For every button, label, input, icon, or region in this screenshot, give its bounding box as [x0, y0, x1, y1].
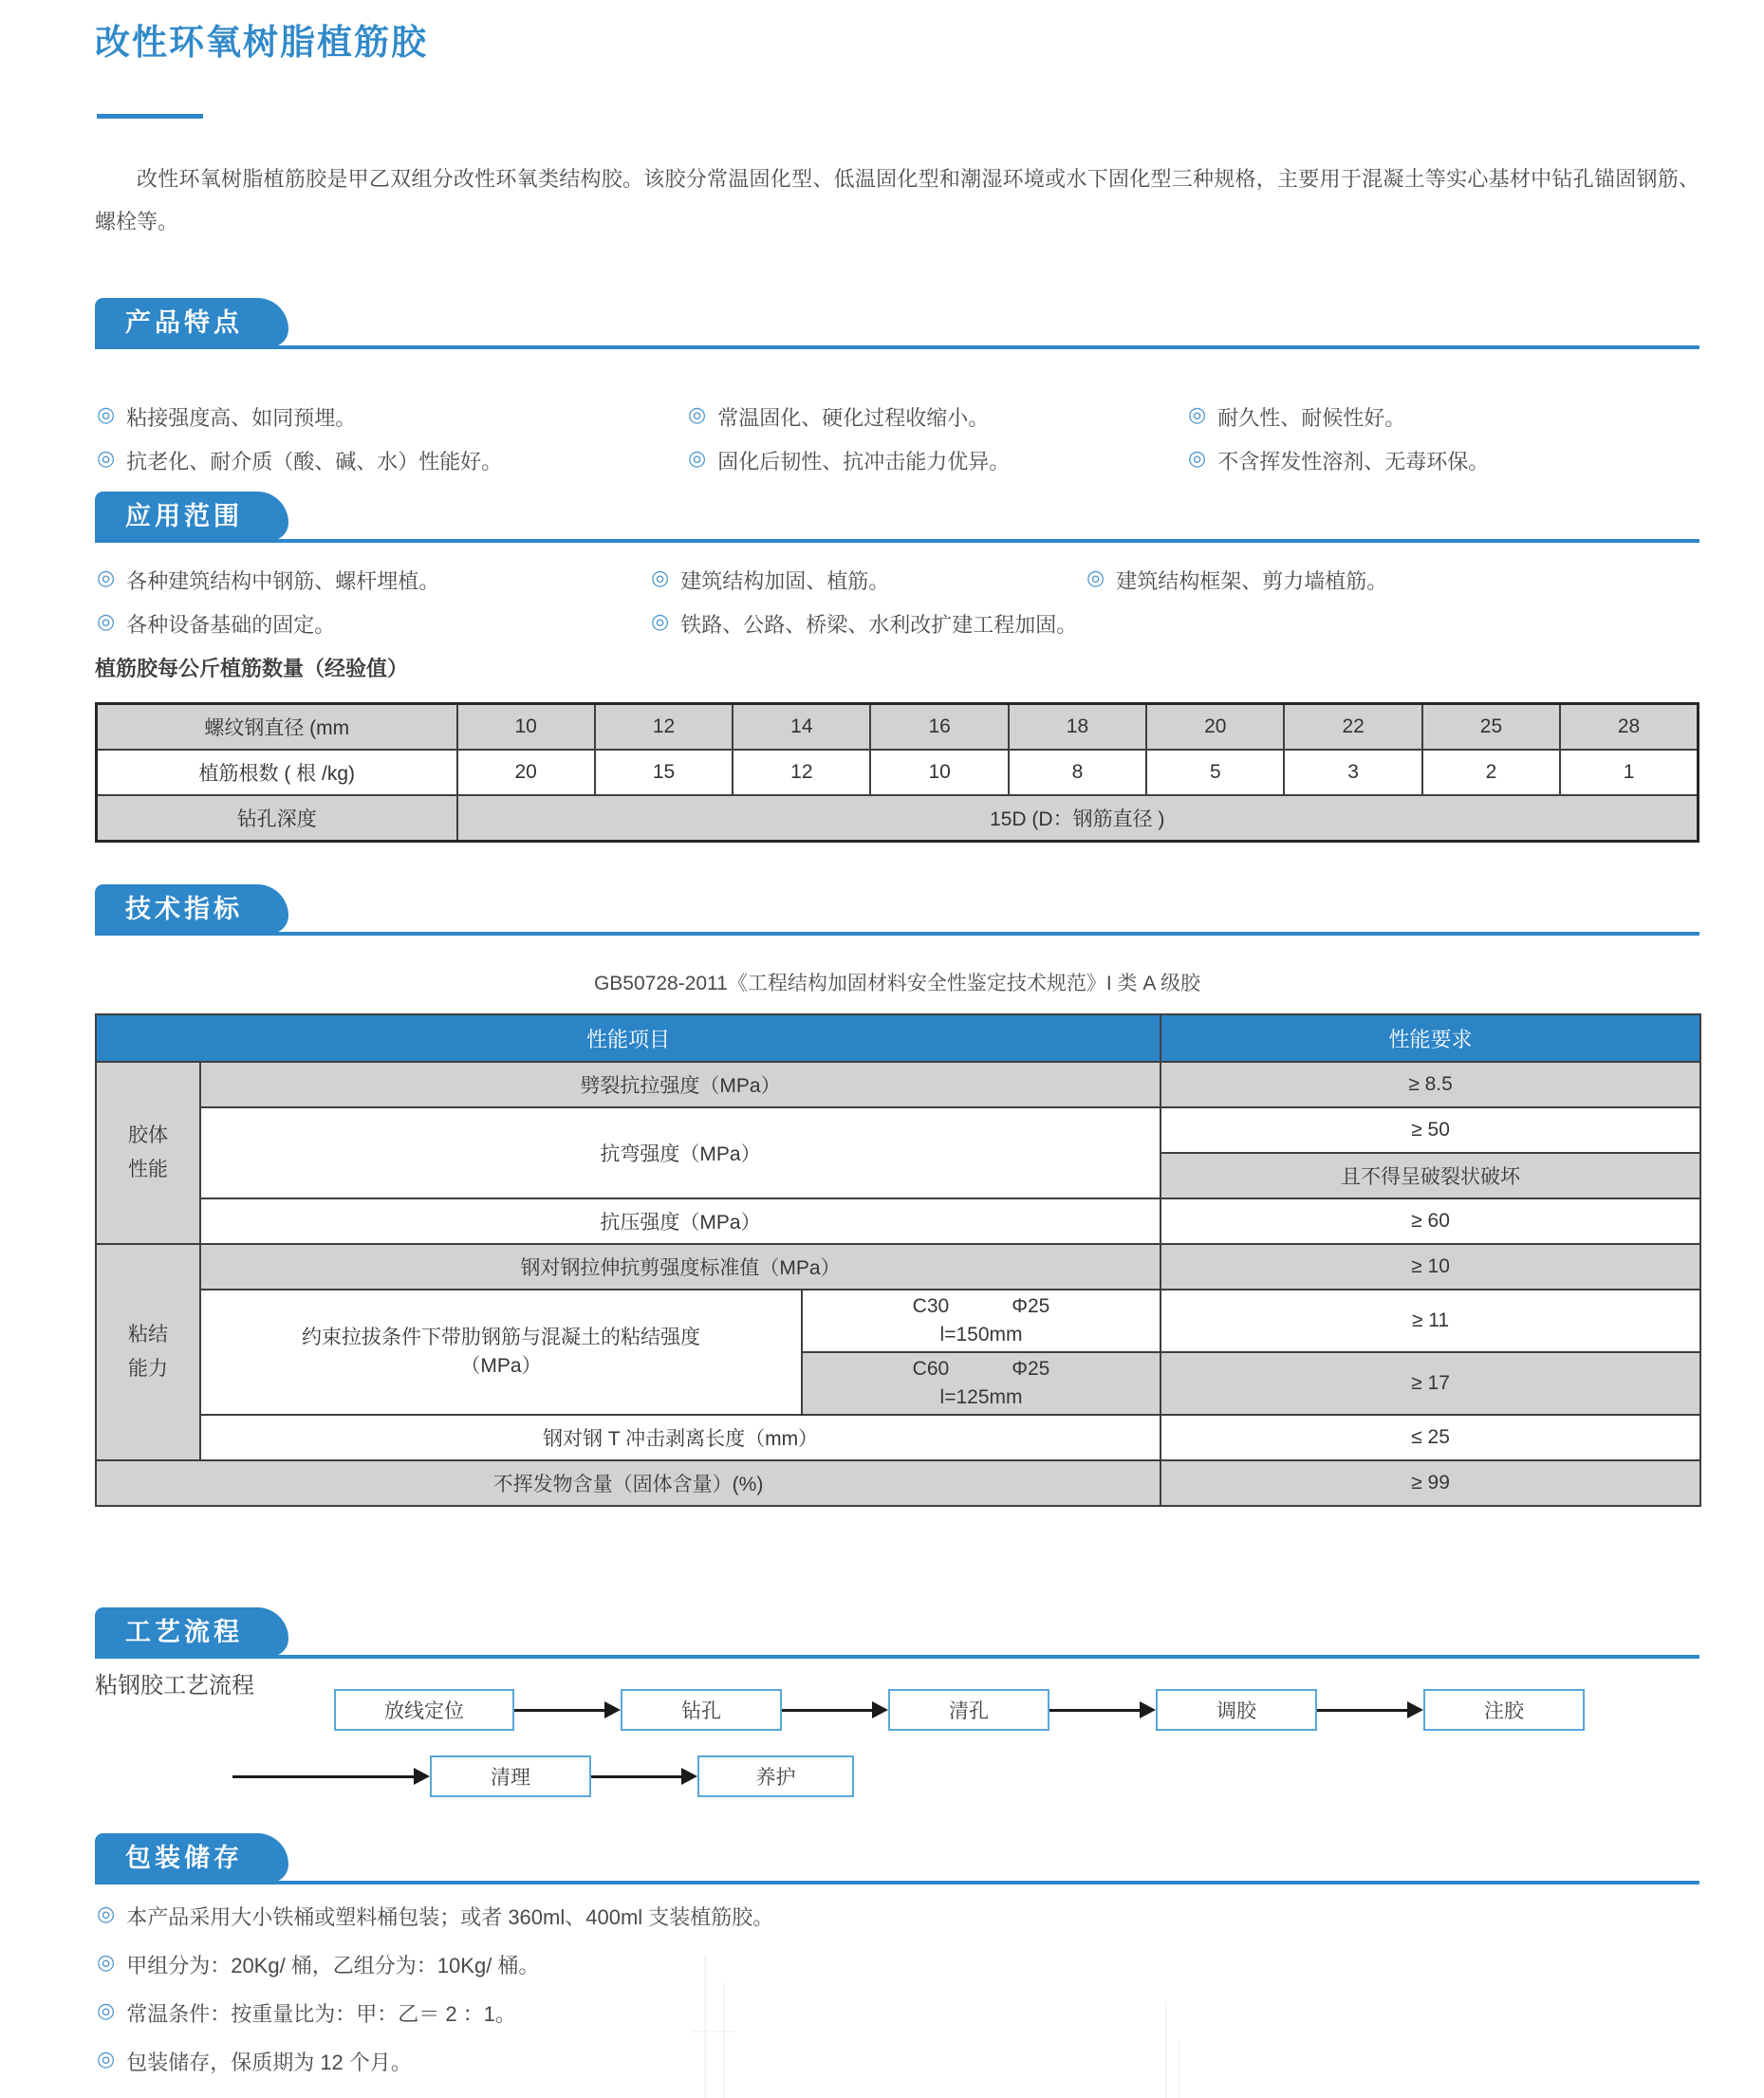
tech-table: [95, 1013, 1701, 1507]
tech-badge: 技术指标: [95, 884, 288, 934]
flow-step: 注胶: [1423, 1689, 1585, 1731]
condition-cell: [802, 1290, 1161, 1352]
arrow-right-icon: [1049, 1701, 1156, 1718]
table-row: [96, 1107, 1700, 1153]
process-flow-row1: [334, 1687, 1585, 1733]
arrow-right-icon: [591, 1768, 697, 1785]
table-header-row: [96, 1014, 1700, 1062]
list-item: [688, 402, 1188, 432]
property-cell: 钢对钢拉伸抗剪强度标准值（MPa）: [200, 1244, 1161, 1290]
property-line: （MPa）: [460, 1355, 542, 1377]
cell: 20: [1146, 704, 1284, 751]
application-text: 建筑结构框架、剪力墙植筋。: [1116, 569, 1388, 593]
bullet-icon: ◎: [97, 2047, 116, 2070]
row-header: 植筋根数 ( 根 /kg): [97, 750, 457, 795]
requirement-cell: ≥ 11: [1161, 1290, 1700, 1352]
list-item: [651, 566, 1086, 595]
bullet-icon: ◎: [97, 1902, 116, 1925]
dosage-table-title: 植筋胶每公斤植筋数量（经验值）: [95, 657, 409, 680]
cell: 1: [1560, 750, 1698, 795]
property-cell: 不挥发物含量（固体含量）(%): [96, 1460, 1161, 1506]
process-flow-row2: [232, 1754, 854, 1799]
packaging-text: 甲组分为：20Kg/ 桶，乙组分为：10Kg/ 桶。: [126, 1954, 540, 1977]
bullet-icon: ◎: [688, 446, 707, 470]
dosage-table: [95, 702, 1699, 843]
packaging-text: 包装储存，保质期为 12 个月。: [126, 2051, 412, 2074]
process-badge: 工艺流程: [95, 1607, 288, 1657]
flow-step: 清理: [430, 1755, 591, 1797]
bullet-icon: ◎: [688, 402, 707, 426]
cell: 15: [595, 750, 733, 795]
section-tech-header: [95, 882, 1699, 936]
column-header: 性能项目: [96, 1014, 1161, 1062]
application-text: 建筑结构加固、植筋。: [680, 569, 890, 593]
page-title: 改性环氧树脂植筋胶: [95, 23, 428, 62]
requirement-cell: ≥ 60: [1161, 1198, 1700, 1244]
table-row: [96, 1415, 1700, 1460]
table-row: [97, 750, 1699, 795]
flow-step: 清孔: [888, 1689, 1049, 1731]
cell: 2: [1422, 750, 1560, 795]
embed-length: l=150mm: [939, 1324, 1023, 1346]
table-row: [96, 1062, 1700, 1107]
rebar-diameter: Φ25: [1012, 1295, 1050, 1317]
group-cell: [96, 1062, 200, 1244]
arrow-right-icon: [1317, 1701, 1423, 1718]
feature-text: 耐久性、耐候性好。: [1217, 406, 1406, 430]
list-item: [1188, 446, 1699, 475]
table-row: [97, 795, 1699, 842]
requirement-cell: 且不得呈破裂状破坏: [1161, 1153, 1700, 1198]
cell: 12: [733, 750, 870, 795]
list-item: [651, 609, 1086, 639]
section-packaging-header: [95, 1831, 1699, 1884]
section-features-header: [95, 296, 1699, 349]
requirement-cell: ≥ 50: [1161, 1107, 1700, 1153]
requirement-cell: ≥ 8.5: [1161, 1062, 1700, 1107]
list-item: [97, 1902, 1699, 1931]
cell: 25: [1422, 704, 1560, 751]
section-applications-header: [95, 490, 1699, 543]
cell-merged: 15D (D：钢筋直径 ): [457, 795, 1699, 842]
property-cell: 抗弯强度（MPa）: [200, 1107, 1161, 1198]
list-item: [97, 1998, 1699, 2028]
tech-standard-caption: GB50728-2011《工程结构加固材料安全性鉴定技术规范》I 类 A 级胶: [593, 973, 1201, 994]
cell: 20: [457, 750, 595, 795]
cell: 22: [1284, 704, 1421, 751]
bullet-icon: ◎: [97, 1998, 116, 2022]
process-subtitle: 粘钢胶工艺流程: [95, 1673, 254, 1699]
requirement-cell: ≥ 17: [1161, 1352, 1700, 1415]
packaging-list: [97, 1902, 1699, 2076]
packaging-text: 本产品采用大小铁桶或塑料桶包装；或者 360ml、400ml 支装植筋胶。: [126, 1905, 774, 1929]
packaging-text: 常温条件：按重量比为：甲：乙＝ 2 ：1。: [126, 2002, 516, 2026]
property-cell: 钢对钢 T 冲击剥离长度（mm）: [200, 1415, 1161, 1460]
requirement-cell: ≤ 25: [1161, 1415, 1700, 1460]
application-text: 铁路、公路、桥梁、水利改扩建工程加固。: [680, 613, 1078, 637]
list-item: [97, 402, 688, 432]
arrow-right-icon: [232, 1768, 430, 1785]
requirement-cell: ≥ 99: [1161, 1460, 1700, 1506]
cell: 28: [1560, 704, 1698, 751]
feature-text: 固化后韧性、抗冲击能力优异。: [717, 450, 1011, 473]
list-item: [97, 1950, 1699, 1979]
concrete-grade: C60: [912, 1358, 950, 1380]
feature-text: 粘接强度高、如同预埋。: [126, 406, 357, 430]
cell: 5: [1146, 750, 1284, 795]
flow-step: 养护: [697, 1755, 854, 1797]
bullet-icon: ◎: [1086, 566, 1105, 589]
features-list: [97, 402, 1699, 475]
bullet-icon: ◎: [1188, 446, 1207, 470]
bullet-icon: ◎: [97, 566, 116, 589]
condition-line: [808, 1355, 1154, 1383]
application-text: 各种设备基础的固定。: [126, 613, 336, 637]
features-badge: 产品特点: [95, 298, 288, 347]
property-line: 约束拉拔条件下带肋钢筋与混凝土的粘结强度: [302, 1327, 700, 1348]
group-label: 胶体性能: [128, 1124, 168, 1180]
property-cell: 抗压强度（MPa）: [200, 1198, 1161, 1244]
arrow-right-icon: [782, 1701, 888, 1718]
cell: 14: [733, 704, 870, 751]
list-item: [97, 2047, 1699, 2076]
feature-text: 常温固化、硬化过程收缩小。: [717, 406, 990, 430]
group-label: 粘结能力: [128, 1324, 168, 1380]
intro-paragraph: 改性环氧树脂植筋胶是甲乙双组分改性环氧类结构胶。该胶分常温固化型、低温固化型和潮湿环境或水下固化型三种规格，主要用于混凝土等实心基材中钻孔锚固钢筋、螺栓等。: [95, 167, 1699, 233]
rebar-diameter: Φ25: [1012, 1358, 1050, 1380]
table-row: [96, 1244, 1700, 1290]
flow-step: 调胶: [1156, 1689, 1317, 1731]
title-underline: [97, 114, 203, 119]
packaging-badge: 包装储存: [95, 1833, 288, 1883]
arrow-right-icon: [514, 1701, 621, 1718]
concrete-grade: C30: [912, 1295, 950, 1317]
embed-length: l=125mm: [939, 1386, 1023, 1408]
list-item: [97, 566, 651, 595]
condition-cell: [802, 1352, 1161, 1415]
flow-step: 放线定位: [334, 1689, 514, 1731]
bullet-icon: ◎: [97, 446, 116, 470]
table-row: [96, 1460, 1700, 1506]
list-item: [688, 446, 1188, 475]
cell: 18: [1009, 704, 1146, 751]
cell: 16: [870, 704, 1008, 751]
list-item: [97, 609, 651, 639]
list-item: [1086, 566, 1699, 595]
row-header: 螺纹钢直径 (mm: [97, 704, 457, 751]
bullet-icon: ◎: [651, 609, 670, 633]
cell: 10: [870, 750, 1008, 795]
table-row: [96, 1290, 1700, 1352]
feature-text: 抗老化、耐介质（酸、碱、水）性能好。: [126, 450, 503, 473]
condition-line: [808, 1292, 1154, 1321]
cell: 8: [1009, 750, 1146, 795]
bullet-icon: ◎: [97, 402, 116, 426]
list-item: [1188, 402, 1699, 432]
cell: 3: [1284, 750, 1421, 795]
requirement-cell: ≥ 10: [1161, 1244, 1700, 1290]
bullet-icon: ◎: [97, 609, 116, 633]
applications-list: [97, 566, 1699, 639]
group-cell: [96, 1244, 200, 1460]
cell: 12: [595, 704, 733, 751]
bullet-icon: ◎: [1188, 402, 1207, 426]
application-text: 各种建筑结构中钢筋、螺杆埋植。: [126, 569, 440, 593]
bullet-icon: ◎: [651, 566, 670, 589]
row-header: 钻孔深度: [97, 795, 457, 842]
section-process-header: [95, 1606, 1699, 1659]
flow-step: 钻孔: [621, 1689, 782, 1731]
page-content: [95, 0, 1699, 2098]
property-cell: 劈裂抗拉强度（MPa）: [200, 1062, 1161, 1107]
column-header: 性能要求: [1161, 1014, 1700, 1062]
feature-text: 不含挥发性溶剂、无毒环保。: [1217, 450, 1490, 473]
table-row: [96, 1198, 1700, 1244]
bullet-icon: ◎: [97, 1950, 116, 1974]
applications-badge: 应用范围: [95, 492, 288, 541]
cell: 10: [457, 704, 595, 751]
property-cell: [200, 1290, 802, 1415]
list-item: [97, 446, 688, 475]
table-row: [97, 704, 1699, 751]
